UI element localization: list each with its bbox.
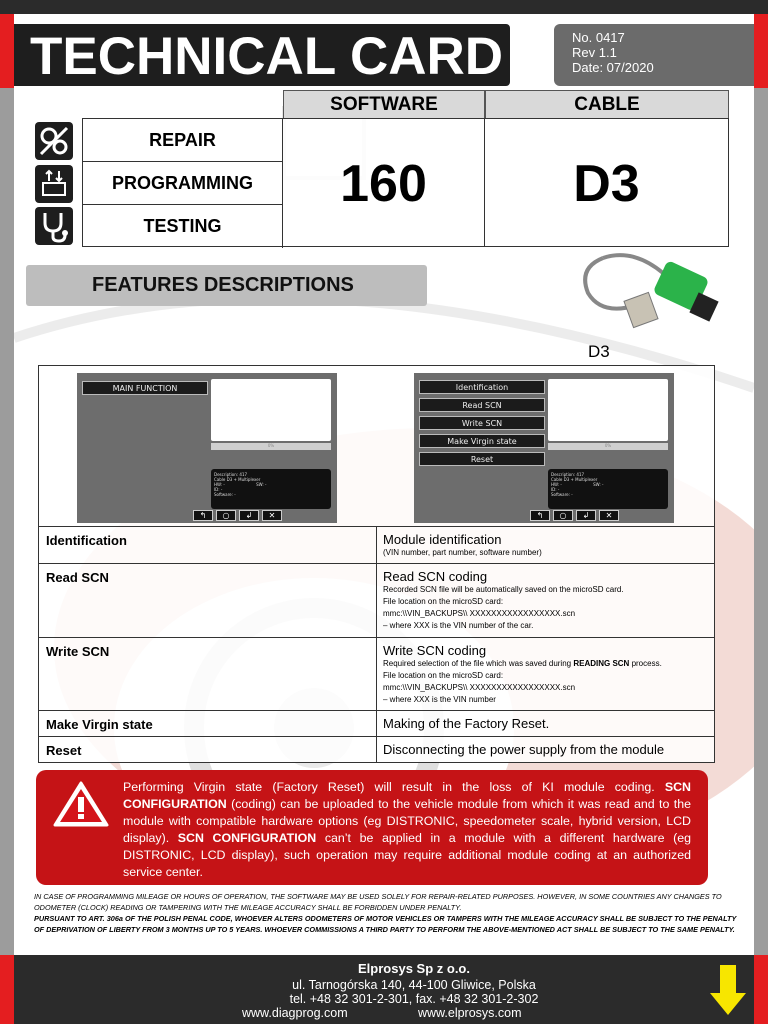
feature-description <box>383 716 713 731</box>
feature-description <box>383 643 713 706</box>
nav-close-button[interactable]: ✕ <box>262 510 282 521</box>
features-table <box>38 365 715 763</box>
testing-stethoscope-icon <box>35 207 73 245</box>
company-phone: tel. +48 32 301-2-301, fax. +48 32 301-2-302 <box>289 992 539 1006</box>
info-line: Description: 417 <box>214 472 248 477</box>
legal-penalty: PURSUANT TO ART. 306a OF THE POLISH PENAL CODE, WHOEVER ALTERS ODOMETERS OF MOTOR VEHICLES OR TAMPERS WITH THE MILEAGE ACCURACY SHALL BE SUBJECT TO THE PENALTY OF DEPRIVATION OF LIBERTY FROM 3 MONTHS UP TO 5 YEARS. WHOEVER COMMISSIONS A THIRD PARTY TO PERFORM THE ABOVE-MENTIONED ACT SHALL BE SUBJECT TO THE SAME PENALTY. <box>34 914 737 934</box>
info-line: Cable D3 + Multiplexer <box>551 477 598 482</box>
screen-display-area <box>548 379 668 441</box>
document-revision: Rev 1.1 <box>572 45 617 60</box>
warning-triangle-icon <box>52 780 110 828</box>
repair-gears-icon <box>35 122 73 160</box>
info-line: Description: 417 <box>551 472 585 477</box>
document-info <box>554 24 754 86</box>
feature-name: Read SCN <box>39 564 377 637</box>
progress-bar: 0% <box>548 443 668 450</box>
menu-write-scn[interactable]: Write SCN <box>419 416 545 430</box>
row-programming: PROGRAMMING <box>83 162 283 205</box>
feature-name: Reset <box>39 737 377 762</box>
device-screen-main <box>77 373 337 523</box>
warning-text: Performing Virgin state (Factory Reset) will result in the loss of KI module coding. SCN CONFIGURATION (coding) can be uploaded to the vehicle module from which it was read and to the module with compatible hardware options (eg DISTRONIC, speedometer scale, hybrid version, LCD display). SCN CONFIGURATION can’t be applied in a module with a different hardware (eg DISTRONIC, LCD display), such operation may require additional module coding at an authorized service center. <box>123 780 691 879</box>
down-arrow-icon <box>708 963 748 1017</box>
feature-detail: File location on the microSD card: <box>383 597 504 606</box>
feature-detail: – where XXX is the VIN number of the car. <box>383 621 534 630</box>
cable-header: CABLE <box>485 90 729 119</box>
info-line: Software: - <box>214 492 236 497</box>
feature-detail: Required selection of the file which was saved during READING SCN process. <box>383 659 662 668</box>
legal-notice: IN CASE OF PROGRAMMING MILEAGE OR HOURS OF OPERATION, THE SOFTWARE MAY BE USED SOLELY FOR REPAIR-RELATED PURPOSES. HOWEVER, IN SOME COUNTRIES ANY CHANGES TO ODOMETER (CLOCK) READING OR TAMPERING WITH THE MILEAGE ACCURACY SHALL BE FORBIDDEN UNDER PENALTY. <box>34 892 722 912</box>
feature-row-make-virgin-state <box>39 711 714 737</box>
menu-identification[interactable]: Identification <box>419 380 545 394</box>
menu-make-virgin-state[interactable]: Make Virgin state <box>419 434 545 448</box>
nav-ok-button[interactable]: ○ <box>553 510 573 521</box>
feature-title: Write SCN coding <box>383 643 487 658</box>
screen-info-panel <box>211 469 331 509</box>
screen-display-area <box>211 379 331 441</box>
nav-enter-button[interactable]: ↲ <box>576 510 596 521</box>
feature-description <box>383 532 713 559</box>
feature-detail: (VIN number, part number, software number) <box>383 548 542 557</box>
summary-table <box>82 118 729 247</box>
left-gray-stripe <box>0 88 14 955</box>
feature-detail: Recorded SCN file will be automatically saved on the microSD card. <box>383 585 624 594</box>
feature-detail: – where XXX is the VIN number <box>383 695 496 704</box>
cable-code: D3 <box>573 155 640 213</box>
feature-row-write-scn <box>39 638 714 711</box>
left-red-stripe-bottom <box>0 955 14 1024</box>
row-repair: REPAIR <box>83 119 283 162</box>
software-header: SOFTWARE <box>283 90 485 119</box>
info-line: ID: - <box>551 487 560 492</box>
feature-title: Making of the Factory Reset. <box>383 716 550 731</box>
feature-detail: mmc:\\VIN_BACKUPS\\ XXXXXXXXXXXXXXXXX.scn <box>383 609 576 618</box>
company-address: ul. Tarnogórska 140, 44-100 Gliwice, Polska <box>292 978 536 992</box>
website-link-diagprog[interactable]: www.diagprog.com <box>242 1006 348 1020</box>
menu-read-scn[interactable]: Read SCN <box>419 398 545 412</box>
programming-chip-icon <box>35 165 73 203</box>
document-date: Date: 07/2020 <box>572 60 654 75</box>
feature-name: Write SCN <box>39 638 377 710</box>
nav-buttons <box>193 510 282 521</box>
left-red-stripe-top <box>0 14 14 88</box>
feature-title: Module identification <box>383 532 502 547</box>
cable-label: D3 <box>588 342 610 361</box>
nav-enter-button[interactable]: ↲ <box>239 510 259 521</box>
feature-title: Disconnecting the power supply from the module <box>383 742 665 757</box>
feature-row-read-scn <box>39 564 714 638</box>
footer <box>14 955 754 1024</box>
screenshots-row <box>39 366 714 527</box>
device-screen-functions <box>414 373 674 523</box>
right-gray-stripe <box>754 88 768 955</box>
feature-row-reset <box>39 737 714 762</box>
software-number: 160 <box>283 119 485 246</box>
cable-d3-image <box>573 248 733 340</box>
page-title: TECHNICAL CARD <box>30 27 504 86</box>
row-testing: TESTING <box>83 205 283 248</box>
feature-detail: mmc:\\VIN_BACKUPS\\ XXXXXXXXXXXXXXXXX.scn <box>383 683 576 692</box>
menu-reset[interactable]: Reset <box>419 452 545 466</box>
info-line: Cable D3 + Multiplexer <box>214 477 261 482</box>
menu-main-function[interactable]: MAIN FUNCTION <box>82 381 208 395</box>
top-frame-bar <box>0 0 768 14</box>
nav-ok-button[interactable]: ○ <box>216 510 236 521</box>
nav-back-button[interactable]: ↰ <box>193 510 213 521</box>
feature-description <box>383 569 713 632</box>
feature-title: Read SCN coding <box>383 569 488 584</box>
screen-info-panel <box>548 469 668 509</box>
document-number: No. 0417 <box>572 30 625 45</box>
nav-close-button[interactable]: ✕ <box>599 510 619 521</box>
nav-buttons <box>530 510 619 521</box>
feature-name: Make Virgin state <box>39 711 377 736</box>
features-heading: FEATURES DESCRIPTIONS <box>92 274 354 296</box>
info-line: Software: - <box>551 492 573 497</box>
feature-name: Identification <box>39 527 377 563</box>
right-red-stripe-top <box>754 14 768 88</box>
info-line: HW: - SW: - <box>551 482 604 487</box>
info-line: HW: - SW: - <box>214 482 267 487</box>
right-red-stripe-bottom <box>754 955 768 1024</box>
feature-description <box>383 742 713 757</box>
feature-row-identification <box>39 527 714 564</box>
nav-back-button[interactable]: ↰ <box>530 510 550 521</box>
website-link-elprosys[interactable]: www.elprosys.com <box>418 1006 522 1020</box>
company-name: Elprosys Sp z o.o. <box>358 961 470 976</box>
feature-detail: File location on the microSD card: <box>383 671 504 680</box>
progress-bar: 0% <box>211 443 331 450</box>
info-line: ID: - <box>214 487 223 492</box>
